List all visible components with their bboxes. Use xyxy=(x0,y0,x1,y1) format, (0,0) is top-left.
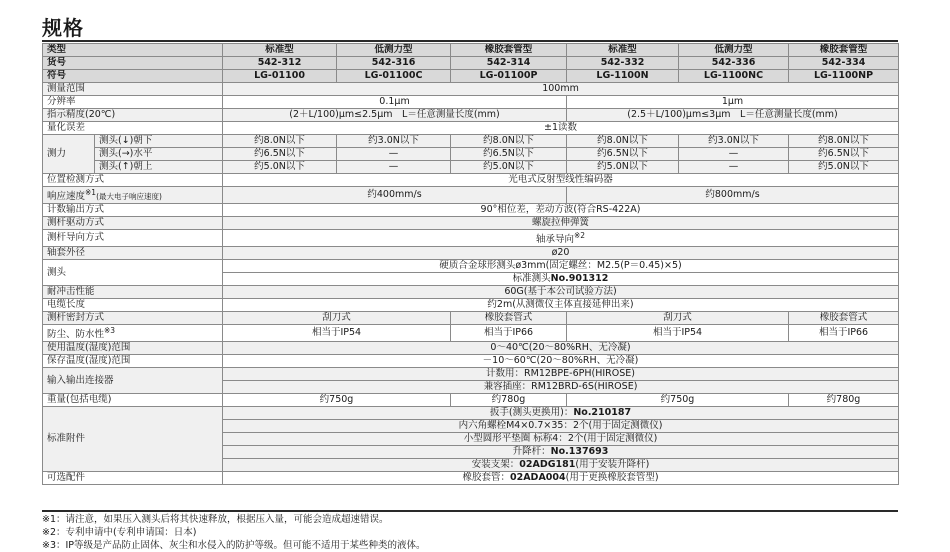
accessories-row xyxy=(43,407,899,420)
mass-cell: 约750g xyxy=(223,394,451,407)
connector-line: 计数用：RM12BPE-6PH(HIROSE) xyxy=(223,368,899,381)
accessory-part-number: No.137693 xyxy=(550,446,609,458)
stem-row xyxy=(43,247,899,260)
accessory-text: 扳手(测头更换用)： xyxy=(489,407,574,419)
operating-temp-value: 0～40℃(20～80%RH、无冷凝) xyxy=(223,342,899,355)
optional-row xyxy=(43,472,899,485)
contact-point-line: 硬质合金球形测头ø3mm(固定螺丝：M2.5(P＝0.45)×5) xyxy=(223,260,899,273)
quantization-row xyxy=(43,122,899,135)
type-cell: 橡胶套管型 xyxy=(789,44,899,57)
response-row xyxy=(43,187,899,204)
force-cell: — xyxy=(679,148,789,161)
force-cell: — xyxy=(679,161,789,174)
detection-row xyxy=(43,174,899,187)
force-cell: 约6.5N以下 xyxy=(789,148,899,161)
response-label-text: 响应速度 xyxy=(47,191,86,203)
stem-value: ø20 xyxy=(223,247,899,260)
type-cell: 低测力型 xyxy=(679,44,789,57)
part-number-row xyxy=(43,57,899,70)
storage-temp-row xyxy=(43,355,899,368)
quantization-label: 量化误差 xyxy=(43,122,223,135)
symbol-cell: LG-01100C xyxy=(337,70,451,83)
force-row xyxy=(43,135,899,148)
force-row xyxy=(43,148,899,161)
resolution-value-left: 0.1μm xyxy=(223,96,567,109)
symbol-cell: LG-1100NP xyxy=(789,70,899,83)
storage-temp-value: －10～60℃(20～80%RH、无冷凝) xyxy=(223,355,899,368)
force-cell: 约6.5N以下 xyxy=(223,148,337,161)
type-row xyxy=(43,44,899,57)
ip-cell: 相当于IP66 xyxy=(789,325,899,342)
type-label: 类型 xyxy=(43,44,223,57)
accuracy-row xyxy=(43,109,899,122)
accessory-text: 安装支架： xyxy=(471,459,520,471)
spindle-guide-row xyxy=(43,230,899,247)
spindle-guide-label: 测杆导向方式 xyxy=(43,230,223,247)
mass-row xyxy=(43,394,899,407)
part-number-cell: 542-332 xyxy=(567,57,679,70)
ip-cell: 相当于IP66 xyxy=(451,325,567,342)
response-footnote-mark: ※1 xyxy=(85,188,97,197)
mass-cell: 约750g xyxy=(567,394,789,407)
spindle-guide-value xyxy=(223,230,899,247)
cable-label: 电缆长度 xyxy=(43,299,223,312)
footnote: ※2：专利申请中(专利申请国：日本) xyxy=(42,527,197,538)
detection-value: 光电式反射型线性编码器 xyxy=(223,174,899,187)
accessory-line xyxy=(223,459,899,472)
type-cell: 低测力型 xyxy=(337,44,451,57)
force-label: 测力 xyxy=(43,135,95,174)
shock-row xyxy=(43,286,899,299)
footnotes xyxy=(42,513,426,552)
range-row xyxy=(43,83,899,96)
accuracy-value-left: (2＋L/100)μm≤2.5μm L＝任意测量长度(mm) xyxy=(223,109,567,122)
resolution-value-right: 1μm xyxy=(567,96,899,109)
ip-cell: 相当于IP54 xyxy=(223,325,451,342)
symbol-cell: LG-01100P xyxy=(451,70,567,83)
count-output-value: 90°相位差，差动方波(符合RS-422A) xyxy=(223,204,899,217)
part-number-cell: 542-336 xyxy=(679,57,789,70)
spindle-drive-row xyxy=(43,217,899,230)
optional-part-number: 02ADA004 xyxy=(509,472,566,484)
symbol-cell: LG-1100NC xyxy=(679,70,789,83)
cable-row xyxy=(43,299,899,312)
count-output-label: 计数输出方式 xyxy=(43,204,223,217)
shock-label: 耐冲击性能 xyxy=(43,286,223,299)
type-cell: 橡胶套管型 xyxy=(451,44,567,57)
force-cell: 约6.5N以下 xyxy=(451,148,567,161)
force-sub-label: 测头(↓)朝下 xyxy=(95,135,223,148)
force-cell: 约5.0N以下 xyxy=(451,161,567,174)
seal-cell: 橡胶套管式 xyxy=(451,312,567,325)
accessory-line xyxy=(223,407,899,420)
seal-cell: 刮刀式 xyxy=(223,312,451,325)
contact-point-row xyxy=(43,260,899,273)
spindle-guide-text: 轴承导向 xyxy=(535,234,574,246)
optional-prefix: 橡胶套管： xyxy=(462,472,510,484)
mass-cell: 约780g xyxy=(789,394,899,407)
connector-row xyxy=(43,368,899,381)
accessory-part-number: 02ADG181 xyxy=(519,459,576,471)
mass-cell: 约780g xyxy=(451,394,567,407)
accessory-part-number: No.210187 xyxy=(573,407,632,419)
force-cell: 约5.0N以下 xyxy=(567,161,679,174)
spindle-drive-label: 测杆驱动方式 xyxy=(43,217,223,230)
response-value-right: 约800mm/s xyxy=(567,187,899,204)
part-number-label: 货号 xyxy=(43,57,223,70)
range-label: 测量范围 xyxy=(43,83,223,96)
ip-row xyxy=(43,325,899,342)
standard-point-prefix: 标准测头 xyxy=(512,273,551,285)
force-sub-label: 测头(↑)朝上 xyxy=(95,161,223,174)
force-cell: — xyxy=(337,161,451,174)
count-output-row xyxy=(43,204,899,217)
response-label-note: (最大电子响应速度) xyxy=(96,192,162,202)
force-sub-label: 测头(→)水平 xyxy=(95,148,223,161)
symbol-cell: LG-01100 xyxy=(223,70,337,83)
connector-line: 兼容插座：RM12BRD-6S(HIROSE) xyxy=(223,381,899,394)
spec-table xyxy=(42,43,899,485)
detection-label: 位置检测方式 xyxy=(43,174,223,187)
force-row xyxy=(43,161,899,174)
footnote: ※1：请注意，如果压入测头后将其快速释放，根据压入量，可能会造成超速错误。 xyxy=(42,514,389,525)
standard-point-number: No.901312 xyxy=(550,273,609,285)
response-label xyxy=(43,187,223,204)
spindle-drive-value: 螺旋拉伸弹簧 xyxy=(223,217,899,230)
accessories-label: 标准附件 xyxy=(43,407,223,472)
part-number-cell: 542-312 xyxy=(223,57,337,70)
force-cell: 约3.0N以下 xyxy=(337,135,451,148)
seal-cell: 橡胶套管式 xyxy=(789,312,899,325)
footnote: ※3：IP等级是产品防止固体、灰尘和水侵入的防护等级。但可能不适用于某些种类的液体。 xyxy=(42,540,426,551)
contact-point-line xyxy=(223,273,899,286)
optional-label: 可选配件 xyxy=(43,472,223,485)
seal-cell: 刮刀式 xyxy=(567,312,789,325)
accessory-text-after: (用于安装升降杆) xyxy=(575,459,650,471)
shock-value: 60G(基于本公司试验方法) xyxy=(223,286,899,299)
ip-label-text: 防尘、防水性 xyxy=(47,329,105,341)
storage-temp-label: 保存温度(湿度)范围 xyxy=(43,355,223,368)
operating-temp-label: 使用温度(湿度)范围 xyxy=(43,342,223,355)
force-cell: 约3.0N以下 xyxy=(679,135,789,148)
symbol-cell: LG-1100N xyxy=(567,70,679,83)
part-number-cell: 542-314 xyxy=(451,57,567,70)
contact-point-label: 测头 xyxy=(43,260,223,286)
stem-label: 轴套外径 xyxy=(43,247,223,260)
accuracy-label: 指示精度(20℃) xyxy=(43,109,223,122)
cable-value: 约2m(从测微仪主体直接延伸出来) xyxy=(223,299,899,312)
header-rule xyxy=(42,40,898,42)
type-cell: 标准型 xyxy=(567,44,679,57)
ip-footnote-mark: ※3 xyxy=(104,326,116,336)
force-cell: 约5.0N以下 xyxy=(223,161,337,174)
accessory-line: 内六角螺栓M4×0.7×35：2个(用于固定测微仪) xyxy=(223,420,899,433)
spindle-guide-footnote-mark: ※2 xyxy=(573,231,586,241)
quantization-value: ±1读数 xyxy=(223,122,899,135)
accessory-line: 小型圆形平垫圈 标称4：2个(用于固定测微仪) xyxy=(223,433,899,446)
force-cell: — xyxy=(337,148,451,161)
resolution-row xyxy=(43,96,899,109)
part-number-cell: 542-334 xyxy=(789,57,899,70)
page-title: 规格 xyxy=(42,16,84,40)
part-number-cell: 542-316 xyxy=(337,57,451,70)
force-cell: 约8.0N以下 xyxy=(223,135,337,148)
force-cell: 约6.5N以下 xyxy=(567,148,679,161)
mass-label: 重量(包括电缆) xyxy=(43,394,223,407)
ip-cell: 相当于IP54 xyxy=(567,325,789,342)
force-cell: 约8.0N以下 xyxy=(567,135,679,148)
operating-temp-row xyxy=(43,342,899,355)
force-cell: 约8.0N以下 xyxy=(451,135,567,148)
type-cell: 标准型 xyxy=(223,44,337,57)
response-value-left: 约400mm/s xyxy=(223,187,567,204)
ip-label xyxy=(43,325,223,342)
optional-value xyxy=(223,472,899,485)
accessory-text: 升降杆： xyxy=(512,446,551,458)
force-cell: 约8.0N以下 xyxy=(789,135,899,148)
symbol-row xyxy=(43,70,899,83)
optional-after: (用于更换橡胶套管型) xyxy=(565,472,659,484)
seal-label: 测杆密封方式 xyxy=(43,312,223,325)
symbol-label: 符号 xyxy=(43,70,223,83)
force-cell: 约5.0N以下 xyxy=(789,161,899,174)
resolution-label: 分辨率 xyxy=(43,96,223,109)
accessory-line xyxy=(223,446,899,459)
accuracy-value-right: (2.5＋L/100)μm≤3μm L＝任意测量长度(mm) xyxy=(567,109,899,122)
seal-row xyxy=(43,312,899,325)
footer-rule xyxy=(42,510,898,512)
connector-label: 输入输出连接器 xyxy=(43,368,223,394)
range-value: 100mm xyxy=(223,83,899,96)
